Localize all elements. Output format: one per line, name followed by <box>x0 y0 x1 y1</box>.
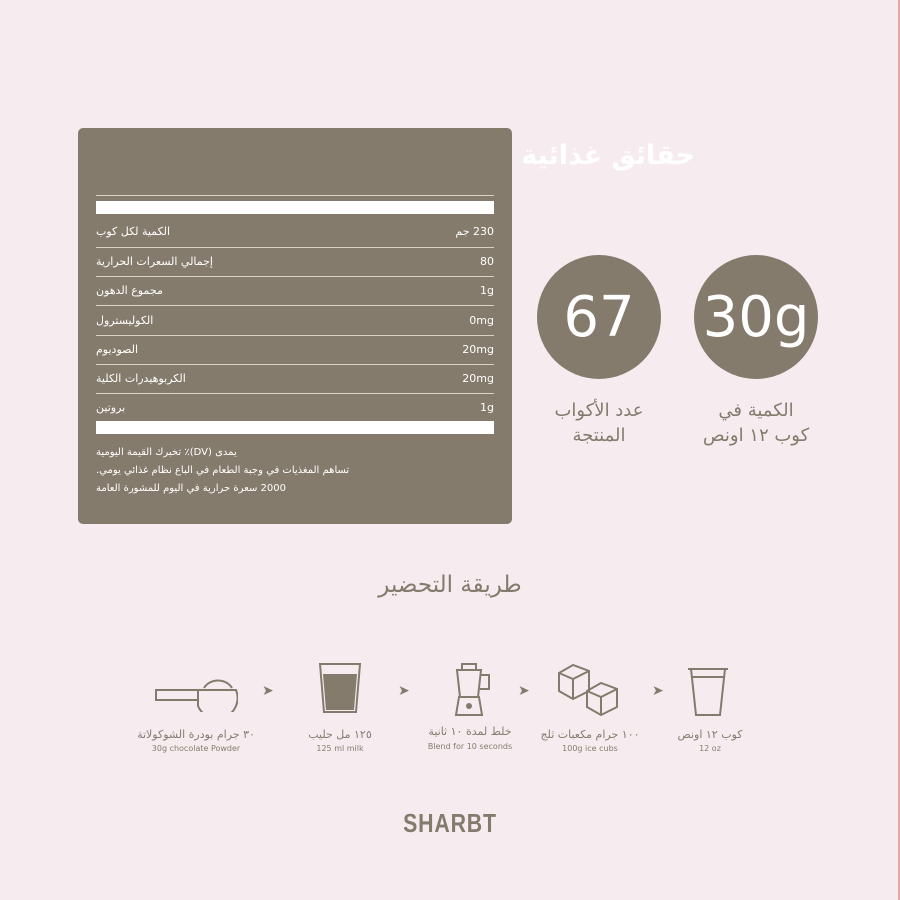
footnote-line-1: يمدى (DV)٪ تخبرك القيمة اليومية <box>96 447 237 458</box>
step-3-label-en: Blend for 10 seconds <box>427 742 513 751</box>
divider <box>96 247 494 248</box>
blender-icon <box>452 663 492 717</box>
amount-per-cup-caption <box>676 398 836 448</box>
nutrition-row-protein <box>96 401 494 419</box>
step-4-label-ar: ١٠٠ جرام مكعبات ثلج <box>540 728 640 741</box>
footnote-line-3: 2000 سعرة حرارية في اليوم للمشورة العامة <box>96 483 286 494</box>
nutrition-row-fat <box>96 284 494 302</box>
nutrition-row-carbs <box>96 372 494 390</box>
caption-line: عدد الأكواب <box>554 400 644 421</box>
row-label: إجمالي السعرات الحرارية <box>96 255 213 268</box>
divider <box>96 305 494 306</box>
arrow-icon: ➤ <box>398 683 410 699</box>
amount-per-cup-circle: 30g <box>694 255 818 379</box>
row-label: الكوليسترول <box>96 314 154 327</box>
step-1-label-en: 30g chocolate Powder <box>151 744 241 753</box>
milk-glass-icon <box>318 662 362 714</box>
arrow-icon: ➤ <box>262 683 274 699</box>
nutrition-row-cholesterol <box>96 314 494 332</box>
ice-cubes-icon <box>555 661 621 717</box>
brand-logo: SHARBT <box>403 808 497 838</box>
step-5-label-ar: كوب ١٢ اونص <box>677 728 743 741</box>
row-value: 20mg <box>462 343 494 356</box>
caption-line: المنتجة <box>572 425 626 446</box>
step-1-label-ar: ٣٠ جرام بودرة الشوكولاتة <box>137 728 255 741</box>
row-label: مجموع الدهون <box>96 284 163 297</box>
row-label: بروتين <box>96 401 126 414</box>
preparation-title: طريقة التحضير <box>378 572 522 598</box>
row-value: 230 جم <box>455 225 494 238</box>
row-value: 1g <box>480 284 494 297</box>
caption-line: كوب ١٢ اونص <box>702 425 810 446</box>
divider <box>96 335 494 336</box>
step-3-label-ar: خلط لمدة ١٠ ثانية <box>428 725 512 738</box>
arrow-icon: ➤ <box>652 683 664 699</box>
caption-line: الكمية في <box>718 400 794 421</box>
nutrition-row-calories <box>96 255 494 273</box>
divider <box>96 195 494 196</box>
cups-count-circle: 67 <box>537 255 661 379</box>
scoop-icon <box>152 672 238 712</box>
row-value: 1g <box>480 401 494 414</box>
row-label: الكمية لكل كوب <box>96 225 171 238</box>
divider <box>96 393 494 394</box>
step-2-label-en: 125 ml milk <box>316 744 364 753</box>
row-value: 20mg <box>462 372 494 385</box>
thick-bar-bottom <box>96 421 494 434</box>
step-4-label-en: 100g ice cubs <box>562 744 618 753</box>
thick-bar-top <box>96 201 494 214</box>
divider <box>96 364 494 365</box>
nutrition-row-serving <box>96 225 494 243</box>
nutrition-title: حقائق غذائية <box>521 140 695 171</box>
cup-icon <box>686 667 730 717</box>
row-value: 0mg <box>469 314 494 327</box>
step-5-label-en: 12 oz <box>699 744 721 753</box>
arrow-icon: ➤ <box>518 683 530 699</box>
cups-count-caption <box>519 398 679 448</box>
row-label: الصوديوم <box>96 343 139 356</box>
footnote-line-2: تساهم المغذيات في وجبة الطعام في الباع نظام غذائي يومي. <box>96 465 350 476</box>
nutrition-row-sodium <box>96 343 494 361</box>
divider <box>96 276 494 277</box>
step-2-label-ar: ١٢٥ مل حليب <box>308 728 372 741</box>
row-value: 80 <box>480 255 494 268</box>
row-label: الكربوهيدرات الكلية <box>96 372 186 385</box>
